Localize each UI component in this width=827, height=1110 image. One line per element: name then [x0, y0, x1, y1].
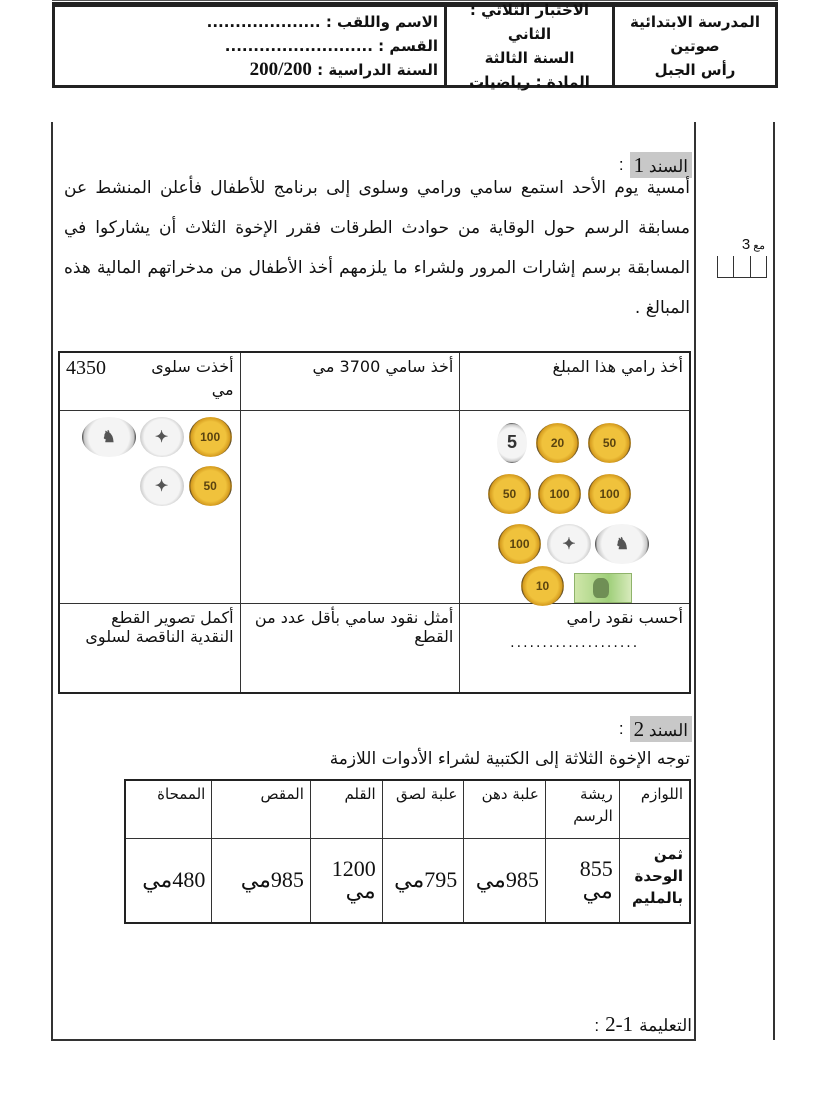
salwa-amount: 4350 — [66, 357, 106, 379]
student-name-blank[interactable]: .................... — [206, 13, 321, 31]
score-grading-boxes[interactable] — [717, 256, 767, 278]
coin-1-dinar: ✦ — [547, 524, 591, 564]
exam-grade: السنة الثالثة — [484, 49, 575, 67]
col-header-item: المقص — [212, 780, 311, 838]
student-class-blank[interactable]: .......................... — [224, 37, 373, 55]
frame-left-border — [51, 122, 53, 1040]
school-type: المدرسة الابتدائية — [630, 13, 760, 31]
section2-paragraph: توجه الإخوة الثلاثة إلى الكتبية لشراء الأدوات اللازمة — [329, 749, 690, 769]
row-header-supplies: اللوازم — [619, 780, 690, 838]
banknote-10-dinar-icon — [574, 573, 632, 603]
instruction-number: 2-1 — [605, 1012, 634, 1036]
header-sami: أخذ سامي 3700 مي — [240, 352, 460, 410]
money-table — [58, 351, 691, 694]
school-info — [612, 7, 775, 85]
price-cell: 985مي — [212, 838, 311, 923]
school-year-value: 200/200 — [249, 59, 312, 80]
coin-10: 10 — [521, 566, 564, 606]
section2-colon: : — [618, 719, 624, 738]
coin-100: 100 — [538, 474, 581, 514]
score-box — [715, 232, 767, 280]
col-header-item: علبة دهن — [464, 780, 546, 838]
header-salwa — [59, 352, 240, 410]
col-header-item: الممحاة — [125, 780, 212, 838]
col-header-item: القلم — [310, 780, 382, 838]
section1-tag: السند 1 — [630, 152, 692, 178]
exam-subject: المادة : رياضيات — [469, 73, 590, 91]
rami-money-cell — [460, 410, 690, 603]
exam-info — [444, 1, 612, 91]
coin-50: 50 — [189, 466, 232, 506]
sami-money-cell[interactable] — [240, 410, 460, 603]
section1-paragraph: أمسية يوم الأحد استمع سامي ورامي وسلوى إلى برنامج للأطفال فأعلن المنشط عن مسابقة الرسم حول الوقاية من حوادث الطرقات فقرر الإخوة الثلاث أن يشاركوا في المسابقة برسم إشارات المرور ولشراء ما يلزمهم أخذ الأطفال من مدخراتهم المالية هذه المبالغ . — [64, 178, 690, 318]
coin-5-dinar: ♞ — [595, 524, 649, 564]
instruction-text: التعليمة — [639, 1016, 692, 1035]
frame-right-border — [694, 122, 696, 1040]
margin-line — [773, 122, 775, 1040]
task-salwa: أكمل تصوير القطع النقدية الناقصة لسلوى — [59, 603, 240, 693]
coin-100: 100 — [189, 417, 232, 457]
student-class-label: القسم : — [372, 37, 438, 55]
exam-title: الاختبار الثلاثي : الثاني — [469, 1, 590, 43]
coin-5: 5 — [497, 423, 527, 463]
coin-5-dinar: ♞ — [82, 417, 136, 457]
school-year-label: السنة الدراسية : — [311, 61, 438, 79]
header-rami: أخذ رامي هذا المبلغ — [460, 352, 690, 410]
coin-50: 50 — [588, 423, 631, 463]
coin-20: 20 — [536, 423, 579, 463]
score-criterion: مع 3 — [741, 236, 765, 253]
score-criterion-number: 3 — [741, 236, 751, 253]
section2-label — [619, 716, 692, 742]
price-cell: 795مي — [382, 838, 464, 923]
student-class-field[interactable] — [55, 34, 438, 58]
exam-header — [52, 1, 778, 91]
instruction-label — [594, 1012, 692, 1037]
row-header-unit-price: ثمن الوحدة بالمليم — [619, 838, 690, 923]
student-name-field[interactable] — [55, 10, 438, 34]
price-cell: 985مي — [464, 838, 546, 923]
salwa-money-cell — [59, 410, 240, 603]
supplies-price-table — [124, 779, 691, 924]
task-sami: أمثل نقود سامي بأقل عدد من القطع — [240, 603, 460, 693]
instruction-colon: : — [594, 1016, 600, 1035]
school-year-field — [55, 58, 438, 82]
score-box-cell[interactable] — [717, 256, 733, 278]
coin-100: 100 — [588, 474, 631, 514]
col-header-item: علبة لصق — [382, 780, 464, 838]
price-cell: 480مي — [125, 838, 212, 923]
coin-1-dinar: ✦ — [140, 466, 184, 506]
section2-tag: السند 2 — [630, 716, 692, 742]
coin-1-dinar: ✦ — [140, 417, 184, 457]
task-rami: أحسب نقود رامي .................... — [460, 603, 690, 693]
coin-50: 50 — [488, 474, 531, 514]
section1-colon: : — [618, 155, 624, 174]
coin-100: 100 — [498, 524, 541, 564]
student-name-label: الاسم واللقب : — [320, 13, 438, 31]
salwa-unit: مي — [211, 380, 234, 399]
task-rami-answer-blank[interactable]: .................... — [510, 634, 640, 651]
price-cell: 1200 مي — [310, 838, 382, 923]
student-info — [55, 7, 444, 85]
score-box-cell[interactable] — [733, 256, 749, 278]
salwa-text: أخذت سلوى — [151, 357, 234, 376]
school-name: صوتين — [670, 37, 720, 55]
frame-bottom-border — [51, 1039, 696, 1041]
price-cell: 855 مي — [545, 838, 619, 923]
score-box-cell[interactable] — [750, 256, 767, 278]
school-location: رأس الجبل — [654, 61, 736, 79]
col-header-item: ريشة الرسم — [545, 780, 619, 838]
